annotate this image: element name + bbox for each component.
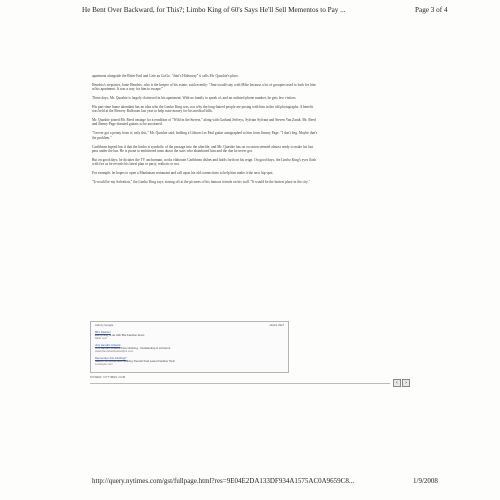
article-paragraph: Hendrix's stepsister, Janie Hendrix, who is the keeper of his estate, said recently: "Jimi would stay with Mike because a lot of groupies used to look for him at his apartment. It was a way for him to escape."	[92, 82, 316, 92]
site-footer-link[interactable]: POWER: NYTIMES.COM	[90, 375, 126, 379]
article-paragraph: But on good days, he dictates the TV anchorman, cooks elaborate Caribbean dishes and holds forth on his reign. On good days, the Limbo King's eyes flash with fire as he reveals his latest plan or party, realistic or not.	[92, 157, 317, 167]
print-header-title: He Bent Over Backward, for This?; Limbo King of 60's Says He'll Sell Mementos to Pay ...	[82, 6, 346, 14]
article-paragraph: His part-time home attendant has no idea who the Limbo King was, nor why the long-haired people are posing with him in the old photographs. A benefit was held at the Bowery Ballroom last year to help raise money for his medical bills.	[92, 104, 313, 114]
ad-url[interactable]: Lookstyle.com	[95, 362, 113, 367]
ads-label: Ads by Google	[95, 323, 114, 327]
article-paragraph: "I never got a penny from it; only this," Mr. Quashie said, holding a Gibson Les Paul guitar autographed to him from Jimmy Page. "I don't beg. Maybe that's the problem."	[92, 131, 318, 140]
ads-whats-this-link[interactable]: what's this?	[269, 323, 284, 327]
ad-url[interactable]: fiddo.com	[95, 336, 108, 341]
ad-item[interactable]	[95, 357, 284, 367]
ad-title-link[interactable]: Jimi Hendrix Artwork	[95, 343, 121, 347]
ad-title-link[interactable]: Remember this Clothing?	[95, 356, 127, 360]
ad-title-link[interactable]: 80's Fashion	[95, 330, 111, 334]
ad-description: Search for Movie And Clothing Trends! Find Latest Fashion Tips!	[95, 359, 175, 364]
print-header	[0, 0, 500, 22]
article-paragraph: For example, he hopes to open a Manhattan restaurant and call upon his old connections to help him make it the next hip spot.	[92, 170, 274, 175]
next-page-button[interactable]: ›	[402, 379, 410, 387]
article-paragraph: These days, Mr. Quashie is largely cloistered in his apartment. With no family to speak of, and an unlisted phone number, he gets few visitors.	[92, 96, 297, 101]
print-footer-date: 1/9/2008	[413, 477, 438, 485]
print-footer-url: http://query.nytimes.com/gst/fullpage.html?res=9E04E2DA133DF934A1575AC0A9659C8...	[92, 477, 355, 485]
article-paragraph: "It would be my Salvation," the Limbo King says, staring off at the pictures of his famous friends on his wall. "It would be the hottest place in the city."	[92, 179, 311, 184]
ad-description: Everything to do with 80s Fashion items	[95, 333, 145, 338]
article-paragraph: Caribbean legend has it that the limbo is symbolic of the passage into the afterlife, and Mr. Quashie has on occasion seemed almost ready to make his last pass under the bar. He is prone to embittered rants about the stars who abandoned him and the due he never got.	[92, 144, 314, 153]
article-paragraph: Mr. Quashie joined Mr. Reed onstage for a rendition of "Wild in the Streets," along with Garland Jeffreys, Sylvain Sylvain and Steven Van Zandt. Mr. Reed and Jimmy Page donated guitars to be auctioned.	[92, 118, 316, 127]
google-ads-box	[90, 321, 289, 373]
ad-url[interactable]: www.lifeonthestreetsofjimi.com	[95, 349, 134, 354]
article-paragraph: apartment alongside the Bitter End and Cafe au GoGo. "Jimi's Hideaway" it calls Mr. Quashie's place.	[92, 74, 239, 78]
ad-item[interactable]	[95, 344, 284, 354]
footer-divider	[90, 383, 390, 384]
ad-item[interactable]	[95, 331, 284, 341]
page-navigation	[392, 379, 410, 387]
ads-header	[95, 324, 284, 327]
ad-description: Jimi Hendrix Artwork Fine Clothing - Outstanding & Ltd Items	[95, 346, 171, 351]
article-body	[92, 74, 318, 189]
print-header-page-number: Page 3 of 4	[415, 6, 448, 14]
previous-page-button[interactable]: ‹	[393, 379, 401, 387]
